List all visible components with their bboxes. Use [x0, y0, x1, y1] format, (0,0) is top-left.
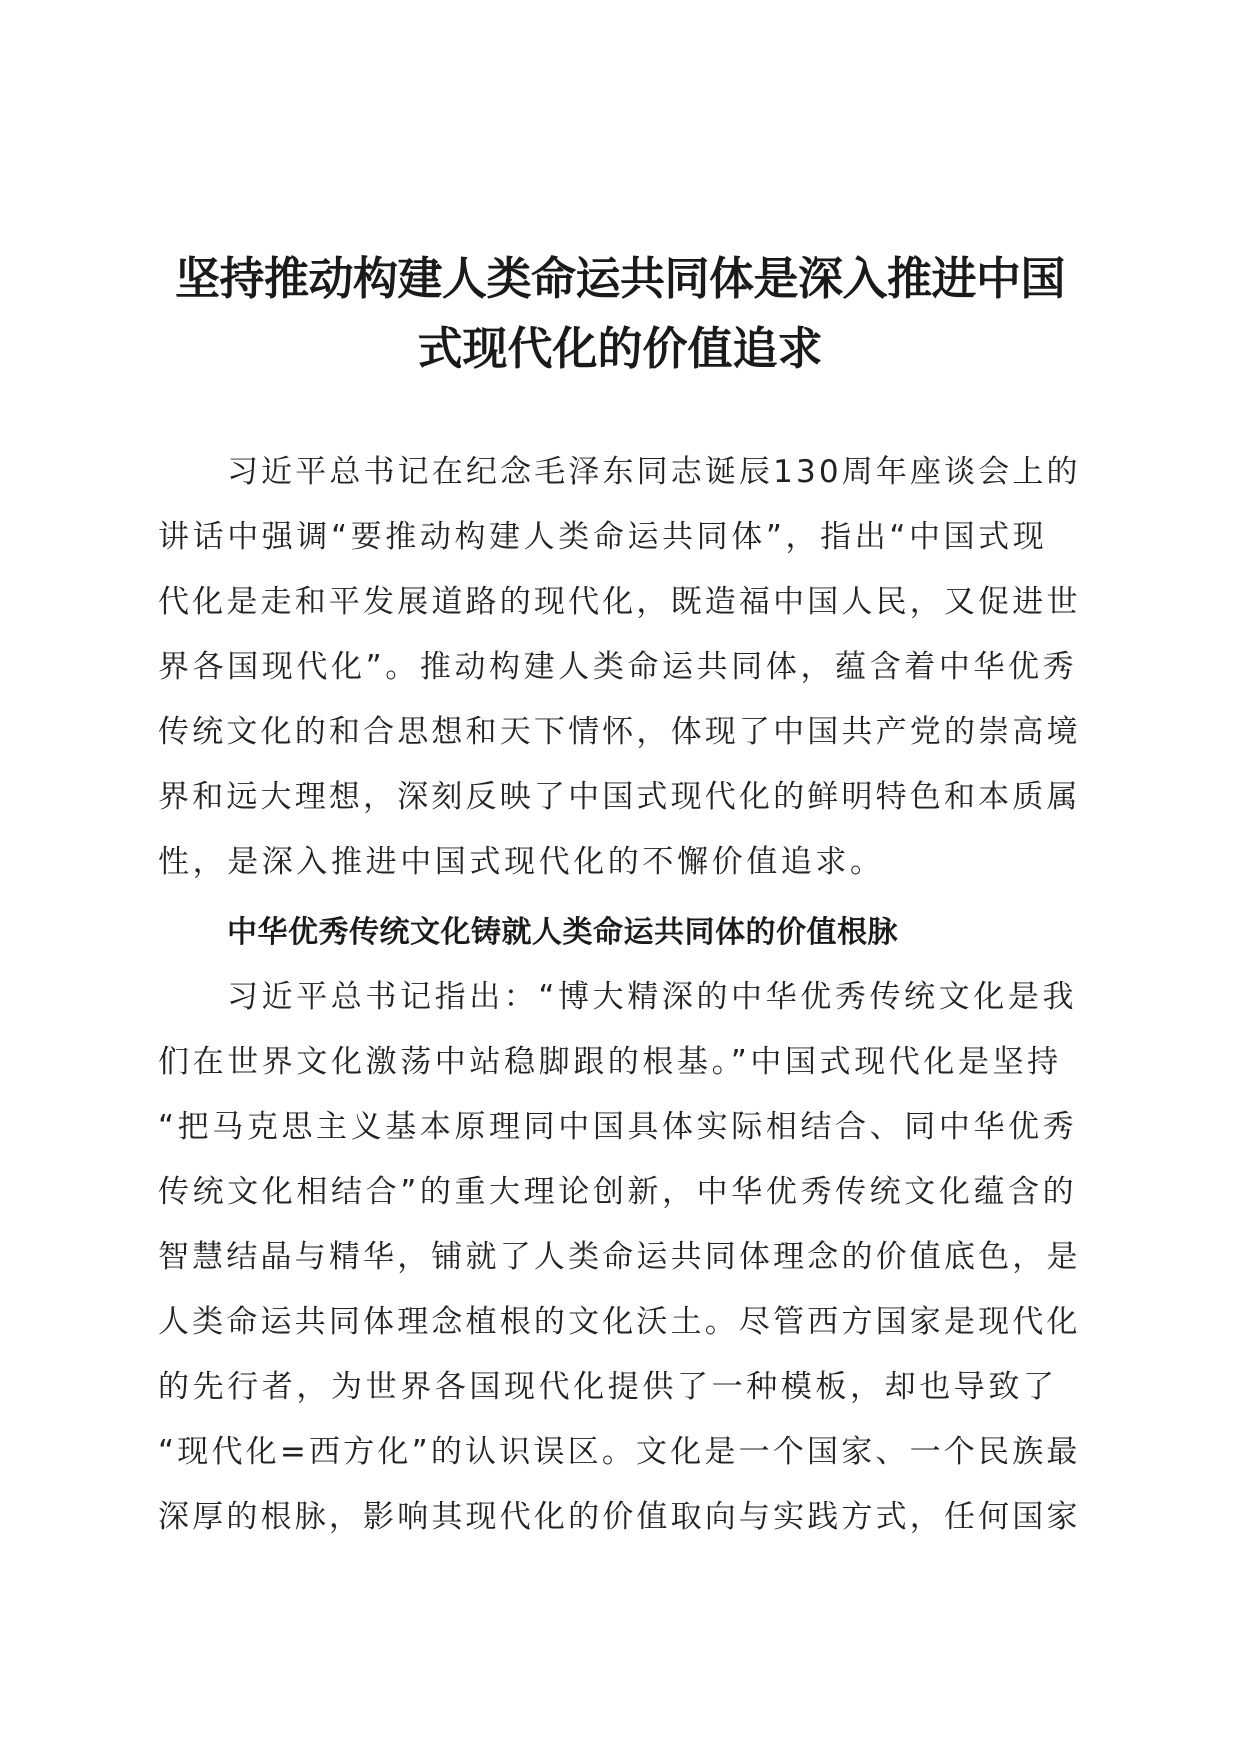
paragraph-1-line: 界和远大理想，深刻反映了中国式现代化的鲜明特色和本质属 — [158, 779, 1081, 815]
paragraph-1-line: 讲话中强调“要推动构建人类命运共同体”，指出“中国式现 — [158, 519, 1048, 555]
paragraph-2-line: 们在世界文化激荡中站稳脚跟的根基。”中国式现代化是坚持 — [158, 1044, 1062, 1080]
paragraph-2-line: 智慧结晶与精华，铺就了人类命运共同体理念的价值底色，是 — [158, 1239, 1081, 1275]
paragraph-1 — [158, 440, 1082, 895]
paragraph-2-line: 深厚的根脉，影响其现代化的价值取向与实践方式，任何国家 — [158, 1499, 1081, 1535]
paragraph-2-line: 人类命运共同体理念植根的文化沃土。尽管西方国家是现代化 — [158, 1304, 1081, 1340]
paragraph-1-line: 代化是走和平发展道路的现代化，既造福中国人民，又促进世 — [158, 584, 1081, 620]
paragraph-1-line: 界各国现代化”。推动构建人类命运共同体，蕴含着中华优秀 — [158, 649, 1078, 685]
paragraph-2-line: 传统文化相结合”的重大理论创新，中华优秀传统文化蕴含的 — [158, 1174, 1078, 1210]
paragraph-2-line: 的先行者，为世界各国现代化提供了一种模板，却也导致了 — [158, 1369, 1058, 1405]
title-line-1: 坚持推动构建人类命运共同体是深入推进中国 — [174, 252, 1065, 305]
title-line-2: 式现代化的价值追求 — [417, 322, 823, 375]
paragraph-1-line: 性，是深入推进中国式现代化的不懈价值追求。 — [158, 844, 885, 880]
paragraph-2-line: “现代化=西方化”的认识误区。文化是一个国家、一个民族最 — [158, 1434, 1081, 1470]
document-title — [158, 244, 1082, 384]
section-subheading: 中华优秀传统文化铸就人类命运共同体的价值根脉 — [227, 915, 898, 950]
paragraph-2-line: “把马克思主义基本原理同中国具体实际相结合、同中华优秀 — [158, 1109, 1078, 1145]
paragraph-2-line: 习近平总书记指出：“博大精深的中华优秀传统文化是我 — [227, 979, 1078, 1015]
paragraph-1-line: 传统文化的和合思想和天下情怀，体现了中国共产党的崇高境 — [158, 714, 1081, 750]
paragraph-2 — [158, 965, 1082, 1550]
paragraph-1-line: 习近平总书记在纪念毛泽东同志诞辰130周年座谈会上的 — [227, 454, 1081, 490]
